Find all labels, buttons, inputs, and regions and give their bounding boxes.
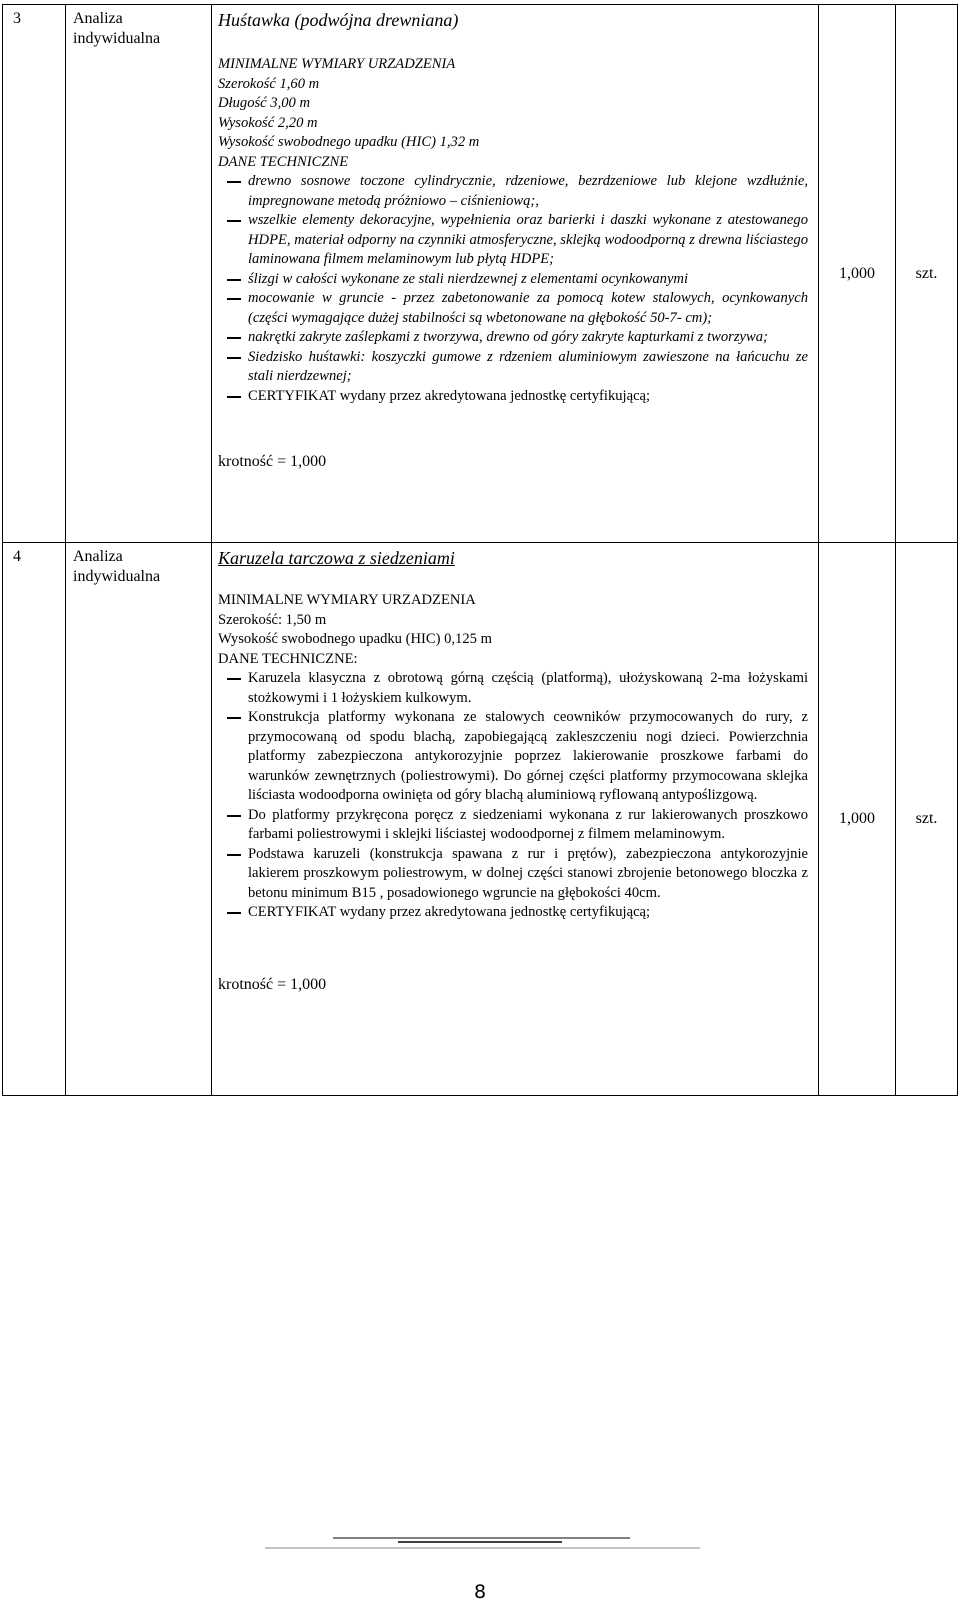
row-number: 4 bbox=[13, 548, 21, 565]
list-item: drewno sosnowe toczone cylindrycznie, rdzeniowe, bezrdzeniowe lub klejone wzdłużnie, impregnowane metodą próżniowo – ciśnieniową;, bbox=[218, 172, 808, 211]
quantity-cell bbox=[819, 5, 896, 543]
multiplicity: krotność = 1,000 bbox=[218, 453, 327, 470]
table-row bbox=[3, 5, 958, 543]
list-item: CERTYFIKAT wydany przez akredytowana jednostkę certyfikującą; bbox=[218, 903, 808, 923]
source-label: Analiza indywidualna bbox=[73, 548, 161, 585]
technical-list bbox=[218, 172, 808, 406]
description-cell bbox=[212, 5, 819, 543]
quantity: 1,000 bbox=[839, 810, 875, 827]
list-item: CERTYFIKAT wydany przez akredytowana jednostkę certyfikującą; bbox=[218, 387, 808, 407]
list-item: wszelkie elementy dekoracyjne, wypełnienia oraz barierki i daszki wykonane z atestowanego HDPE, materiał odporny na czynniki atmosferyczne, sklejką wodoodporną z drewna liściastego laminowana filmem melaminowym lub płytą HDPE; bbox=[218, 211, 808, 270]
list-item: nakrętki zakryte zaślepkami z tworzywa, drewno od góry zakryte kapturkami z tworzywa; bbox=[218, 328, 808, 348]
row-number: 3 bbox=[13, 10, 21, 27]
quantity-cell bbox=[819, 543, 896, 1096]
description-cell bbox=[212, 543, 819, 1096]
spec-line: Szerokość 1,60 m bbox=[218, 75, 320, 92]
list-item: Podstawa karuzeli (konstrukcja spawana z rur i prętów), zabezpieczona antykorozyjnie lakierem proszkowym poliestrowym, w dolnej części stanowi zbrojenie betonowego bloczka z betonu minimum B15 , posadowionego wgruncie na głębokości 40cm. bbox=[218, 845, 808, 904]
list-item: mocowanie w gruncie - przez zabetonowanie za pomocą kotew stalowych, ocynkowanych (części wymagające dużej stabilności są wbetonowane na głębokość 50-7- cm); bbox=[218, 289, 808, 328]
item-title: Huśtawka (podwójna drewniana) bbox=[218, 10, 459, 30]
row-number-cell bbox=[3, 543, 66, 1096]
table-row bbox=[3, 543, 958, 1096]
unit-cell bbox=[896, 543, 958, 1096]
spec-line: Wysokość swobodnego upadku (HIC) 1,32 m bbox=[218, 134, 480, 150]
spec-line: DANE TECHNICZNE bbox=[218, 153, 349, 170]
spec-line: Wysokość swobodnego upadku (HIC) 0,125 m bbox=[218, 631, 492, 647]
spec-line: MINIMALNE WYMIARY URZADZENIA bbox=[218, 56, 456, 72]
list-item: ślizgi w całości wykonane ze stali nierdzewnej z elementami ocynkowanymi bbox=[218, 270, 808, 290]
unit: szt. bbox=[915, 810, 938, 827]
spec-line: DANE TECHNICZNE: bbox=[218, 650, 358, 667]
list-item: Do platformy przykręcona poręcz z siedzeniami wykonana z rur lakierowanych proszkowo farbami poliestrowymi i sklejki liściastej wodoodpornej z filmem melaminowym. bbox=[218, 806, 808, 845]
source-label: Analiza indywidualna bbox=[73, 10, 161, 47]
multiplicity: krotność = 1,000 bbox=[218, 975, 327, 993]
page-number: 8 bbox=[473, 1581, 487, 1603]
source-cell bbox=[66, 543, 212, 1096]
unit-cell bbox=[896, 5, 958, 543]
spec-line: MINIMALNE WYMIARY URZADZENIA bbox=[218, 592, 476, 608]
spec-line: Długość 3,00 m bbox=[218, 95, 311, 111]
unit: szt. bbox=[915, 264, 938, 282]
list-item: Karuzela klasyczna z obrotową górną częścią (platformą), ułożyskowaną 2-ma łożyskami stożkowymi i 1 łożyskiem kulkowym. bbox=[218, 669, 808, 708]
spec-line: Szerokość: 1,50 m bbox=[218, 611, 327, 628]
spec-block bbox=[218, 591, 808, 669]
list-item: Konstrukcja platformy wykonana ze stalowych ceowników przymocowanych do rury, z przymocowaną od spodu blachą, zapobiegającą zakleszczeniu nogi dzieci. Powierzchnia platformy zabezpieczona antykorozyjnie poprzez lakierowanie proszkowe farbami do warunków zewnętrznych (poliestrowymi). Do górnej części platformy przymocowana sklejka liściasta wodoodporna owinięta od góry blachą aluminiową ryflowaną antypoślizgową. bbox=[218, 708, 808, 806]
technical-list bbox=[218, 669, 808, 923]
item-title: Karuzela tarczowa z siedzeniami bbox=[218, 548, 455, 568]
list-item: Siedzisko huśtawki: koszyczki gumowe z rdzeniem aluminiowym zawieszone na łańcuchu ze stali nierdzewnej; bbox=[218, 348, 808, 387]
spec-block bbox=[218, 55, 808, 172]
quantity: 1,000 bbox=[839, 264, 875, 282]
spec-line: Wysokość 2,20 m bbox=[218, 114, 318, 131]
row-number-cell bbox=[3, 5, 66, 543]
source-cell bbox=[66, 5, 212, 543]
specification-table bbox=[2, 4, 958, 1096]
